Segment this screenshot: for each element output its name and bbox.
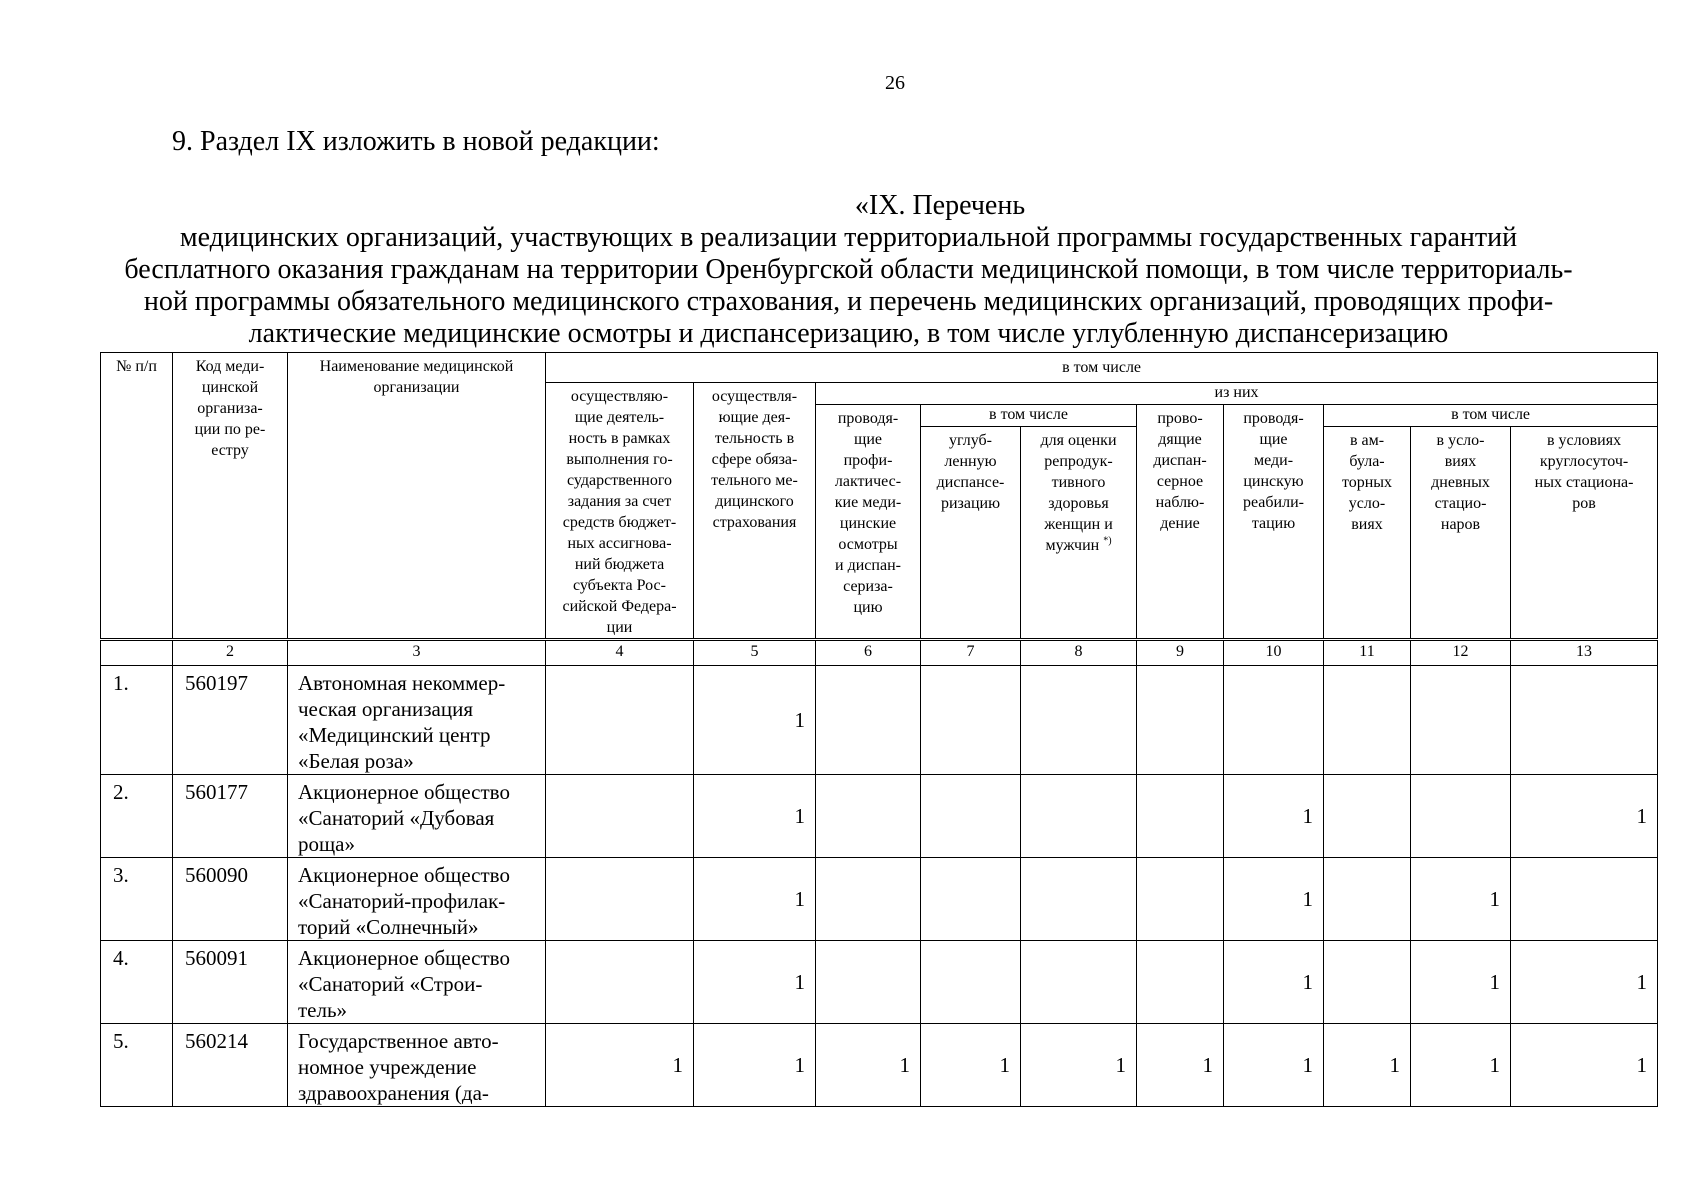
value-cell: 1	[1411, 1024, 1511, 1107]
footnote-mark: *)	[1103, 535, 1112, 547]
table-row	[101, 666, 1658, 775]
value-cell	[546, 858, 694, 941]
value-cell	[816, 941, 921, 1024]
header-of-them: из них	[816, 383, 1658, 405]
org-name: Государственное авто- номное учреждение здравоохранения (да-	[288, 1024, 546, 1107]
header-col-8-text: для оценки репродук- тивного здоровья женщин и мужчин	[1040, 432, 1117, 554]
value-cell	[546, 941, 694, 1024]
value-cell	[1511, 858, 1658, 941]
value-cell: 1	[1224, 775, 1324, 858]
header-col-4: осуществляю- щие деятель- ность в рамках выполнения го- сударственного задания за счет средств бюджет- ных ассигнова- ний бюджета субъекта Рос- сийской Федера- ции	[546, 383, 694, 639]
value-cell	[816, 858, 921, 941]
value-cell: 1	[1021, 1024, 1137, 1107]
value-cell	[921, 858, 1021, 941]
header-col-number: № п/п	[101, 353, 173, 639]
value-cell: 1	[1137, 1024, 1224, 1107]
header-col-12: в усло- виях дневных стацио- наров	[1411, 427, 1511, 639]
value-cell	[1137, 941, 1224, 1024]
header-col-5: осуществля- ющие дея- тельность в сфере обяза- тельного ме- дицинского страхования	[694, 383, 816, 639]
value-cell: 1	[1511, 941, 1658, 1024]
value-cell	[1137, 775, 1224, 858]
org-name: Акционерное общество «Санаторий-профилак- торий «Солнечный»	[288, 858, 546, 941]
org-name: Автономная некоммер- ческая организация «Медицинский центр «Белая роза»	[288, 666, 546, 775]
org-code: 560214	[173, 1024, 288, 1107]
value-cell	[1411, 775, 1511, 858]
value-cell	[1137, 666, 1224, 775]
column-number-row	[101, 641, 1658, 666]
value-cell	[546, 666, 694, 775]
value-cell: 1	[694, 858, 816, 941]
column-number: 4	[546, 641, 694, 666]
value-cell	[1021, 941, 1137, 1024]
column-number: 7	[921, 641, 1021, 666]
header-col-name: Наименование медицинской организации	[288, 353, 546, 639]
org-code: 560197	[173, 666, 288, 775]
value-cell	[1511, 666, 1658, 775]
section-subtitle-line: ной программы обязательного медицинского страхования, и перечень медицинских организаций, проводящих профи-	[143, 286, 1554, 317]
value-cell: 1	[816, 1024, 921, 1107]
value-cell	[546, 775, 694, 858]
value-cell	[1021, 858, 1137, 941]
section-title: «IX. Перечень	[854, 190, 1026, 221]
value-cell: 1	[694, 941, 816, 1024]
value-cell: 1	[1224, 941, 1324, 1024]
row-number: 5.	[101, 1024, 173, 1107]
value-cell: 1	[1411, 858, 1511, 941]
header-including-7-8: в том числе	[921, 405, 1137, 427]
table-row	[101, 1024, 1658, 1107]
value-cell: 1	[1511, 1024, 1658, 1107]
org-code: 560091	[173, 941, 288, 1024]
value-cell: 1	[1511, 775, 1658, 858]
section-subtitle-line: бесплатного оказания гражданам на территории Оренбургской области медицинской помощи, в том числе территориаль-	[124, 254, 1573, 285]
value-cell: 1	[1224, 858, 1324, 941]
value-cell	[1021, 775, 1137, 858]
value-cell: 1	[546, 1024, 694, 1107]
value-cell	[1137, 858, 1224, 941]
value-cell	[1324, 858, 1411, 941]
value-cell: 1	[694, 1024, 816, 1107]
header-col-11: в ам- була- торных усло- виях	[1324, 427, 1411, 639]
row-number: 1.	[101, 666, 173, 775]
value-cell	[921, 941, 1021, 1024]
value-cell: 1	[694, 775, 816, 858]
header-col-code: Код меди- цинской организа- ции по ре- естру	[173, 353, 288, 639]
column-number	[101, 641, 173, 666]
value-cell: 1	[1224, 1024, 1324, 1107]
value-cell: 1	[921, 1024, 1021, 1107]
column-number: 12	[1411, 641, 1511, 666]
header-col-13: в условиях круглосуточ- ных стациона- ров	[1511, 427, 1658, 639]
section-subtitle-line: медицинских организаций, участвующих в реализации территориальной программы государственных гарантий	[179, 222, 1518, 253]
value-cell	[921, 666, 1021, 775]
header-col-7: углуб- ленную диспансе- ризацию	[921, 427, 1021, 639]
table-header	[100, 352, 1658, 639]
value-cell	[816, 775, 921, 858]
value-cell	[1021, 666, 1137, 775]
section-subtitle-line: лактические медицинские осмотры и диспансеризацию, в том числе углубленную диспансеризацию	[248, 318, 1449, 349]
column-number: 13	[1511, 641, 1658, 666]
table-row	[101, 775, 1658, 858]
value-cell	[1224, 666, 1324, 775]
org-name: Акционерное общество «Санаторий «Дубовая роща»	[288, 775, 546, 858]
value-cell	[1324, 666, 1411, 775]
header-col-10: проводя- щие меди- цинскую реабили- тацию	[1224, 405, 1324, 639]
org-name: Акционерное общество «Санаторий «Строи- тель»	[288, 941, 546, 1024]
value-cell	[1411, 666, 1511, 775]
row-number: 2.	[101, 775, 173, 858]
row-number: 3.	[101, 858, 173, 941]
value-cell: 1	[1324, 1024, 1411, 1107]
header-including-11-13: в том числе	[1324, 405, 1658, 427]
column-number: 9	[1137, 641, 1224, 666]
org-code: 560090	[173, 858, 288, 941]
header-col-9: прово- дящие диспан- серное наблю- дение	[1137, 405, 1224, 639]
org-code: 560177	[173, 775, 288, 858]
row-number: 4.	[101, 941, 173, 1024]
value-cell	[1324, 941, 1411, 1024]
page-number: 26	[885, 72, 905, 94]
value-cell: 1	[694, 666, 816, 775]
column-number: 3	[288, 641, 546, 666]
value-cell	[1324, 775, 1411, 858]
data-table	[100, 640, 1658, 1107]
intro-text: 9. Раздел IX изложить в новой редакции:	[172, 126, 660, 157]
header-col-6: проводя- щие профи- лактичес- кие меди- цинские осмотры и диспан- сериза- цию	[816, 405, 921, 639]
header-col-8	[1021, 427, 1137, 639]
value-cell	[816, 666, 921, 775]
column-number: 11	[1324, 641, 1411, 666]
value-cell: 1	[1411, 941, 1511, 1024]
column-number: 2	[173, 641, 288, 666]
table-row	[101, 941, 1658, 1024]
value-cell	[921, 775, 1021, 858]
column-number: 10	[1224, 641, 1324, 666]
table-row	[101, 858, 1658, 941]
column-number: 6	[816, 641, 921, 666]
header-including: в том числе	[546, 353, 1658, 383]
column-number: 8	[1021, 641, 1137, 666]
column-number: 5	[694, 641, 816, 666]
